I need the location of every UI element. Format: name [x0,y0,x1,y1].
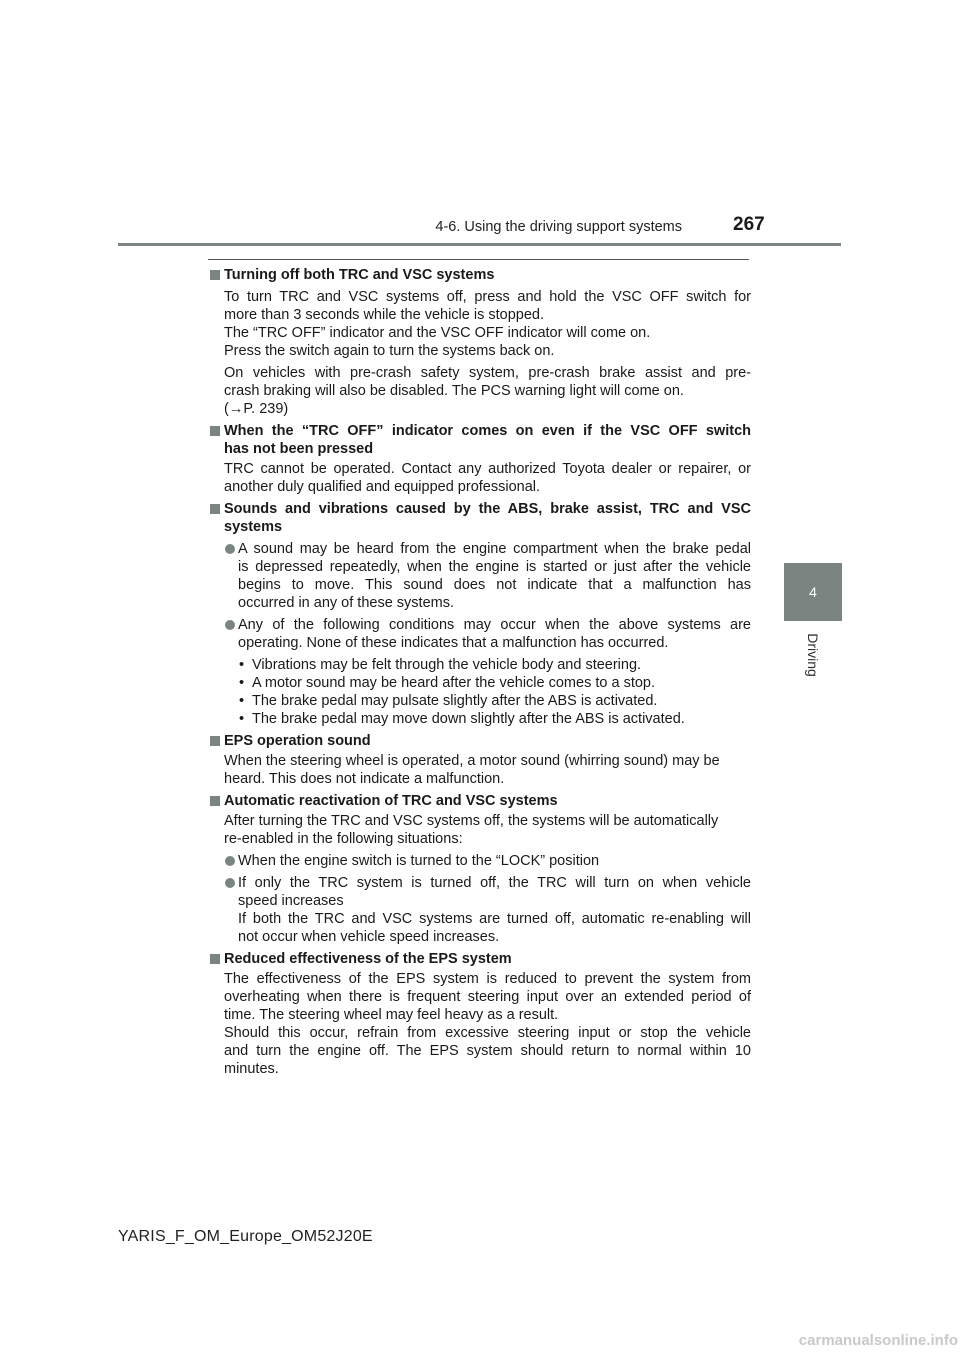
list-item: If only the TRC system is turned off, the TRC will turn on when vehicle speed increases If both the TRC and VSC systems are turned off, automatic re-enabling will not occur when vehicle speed increases. [208,874,751,946]
section-heading: Reduced effectiveness of the EPS system [208,950,751,968]
section-heading: Sounds and vibrations caused by the ABS, brake assist, TRC and VSC systems [208,500,751,536]
round-bullet-icon [225,878,235,888]
section-heading: When the “TRC OFF” indicator comes on even if the VSC OFF switch has not been pressed [208,422,751,458]
list-item: Any of the following conditions may occur when the above systems are operating. None of these indicates that a malfunction has occurred. [208,616,751,652]
round-bullet-icon [225,856,235,866]
square-bullet-icon [210,270,220,280]
sub-list-item: • A motor sound may be heard after the vehicle comes to a stop. [238,674,751,692]
section-header-title: 4-6. Using the driving support systems [435,219,682,235]
chapter-tab [784,563,842,621]
square-bullet-icon [210,736,220,746]
round-bullet-icon [225,544,235,554]
chapter-number: 4 [809,584,817,600]
sub-list-item: • The brake pedal may pulsate slightly after the ABS is activated. [238,692,751,710]
square-bullet-icon [210,954,220,964]
paragraph: TRC cannot be operated. Contact any authorized Toyota dealer or repairer, or another duly qualified and equipped professional. [224,461,751,495]
section-heading: Automatic reactivation of TRC and VSC systems [208,792,751,810]
list-item: When the engine switch is turned to the “LOCK” position [208,852,751,870]
section-heading: EPS operation sound [208,732,751,750]
paragraph: To turn TRC and VSC systems off, press and hold the VSC OFF switch for more than 3 seconds while the vehicle is stopped. The “TRC OFF” indicator and the VSC OFF indicator will come on. Press the switch again to turn the systems back on. [224,289,751,359]
paragraph: On vehicles with pre-crash safety system, pre-crash brake assist and pre- crash braking will also be disabled. The PCS warning light will come on. (→P. 239) [224,365,751,417]
sub-list [208,656,751,728]
chapter-name: Driving [805,633,822,677]
paragraph: When the steering wheel is operated, a motor sound (whirring sound) may be heard. This does not indicate a malfunction. [224,753,720,787]
square-bullet-icon [210,796,220,806]
page-content [208,266,751,1082]
document-code: YARIS_F_OM_Europe_OM52J20E [118,1228,373,1245]
paragraph: After turning the TRC and VSC systems off, the systems will be automatically re-enabled in the following situations: [224,813,719,847]
round-bullet-icon [225,620,235,630]
header-rule [118,243,841,246]
square-bullet-icon [210,426,220,436]
sub-list-item: • The brake pedal may move down slightly after the ABS is activated. [238,710,751,728]
sub-list-item: • Vibrations may be felt through the vehicle body and steering. [238,656,751,674]
page-reference-link[interactable]: (→P. 239) [224,401,289,417]
watermark: carmanualsonline.info [798,1332,958,1349]
square-bullet-icon [210,504,220,514]
page-number: 267 [733,214,765,235]
section-heading: Turning off both TRC and VSC systems [208,266,751,284]
section-rule [208,259,749,260]
paragraph: The effectiveness of the EPS system is reduced to prevent the system from overheating when there is frequent steering input over an extended period of time. The steering wheel may feel heavy as a result. Should this occur, refrain from excessive steering input or stop the vehicle and turn the engine off. The EPS system should return to normal within 10 minutes. [224,971,751,1077]
chapter-label [796,630,830,680]
list-item: A sound may be heard from the engine compartment when the brake pedal is depressed repeatedly, when the engine is started or just after the vehicle begins to move. This sound does not indicate that a malfunction has occurred in any of these systems. [208,540,751,612]
